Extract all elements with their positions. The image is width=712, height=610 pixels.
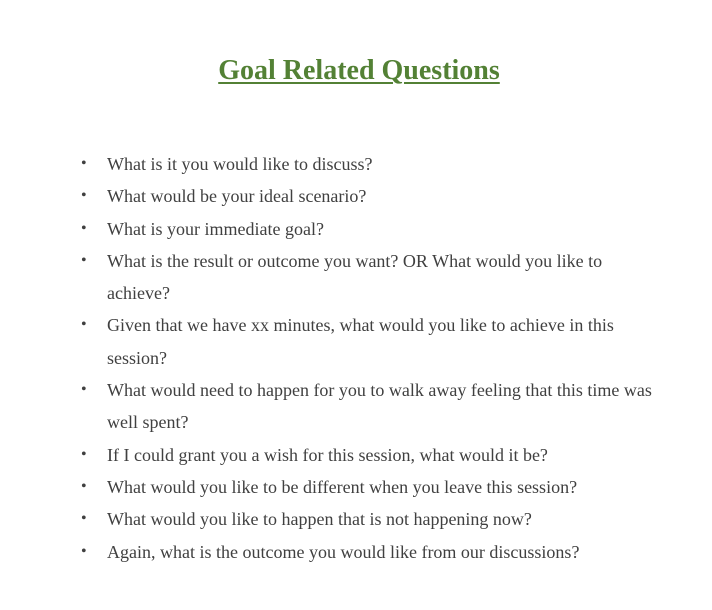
list-item bbox=[0, 245, 712, 310]
question-text: What would need to happen for you to walk away feeling that this time was well spent? bbox=[107, 380, 652, 433]
question-text: What would you like to happen that is not happening now? bbox=[107, 509, 532, 530]
questions-list bbox=[0, 148, 712, 568]
list-item bbox=[0, 309, 712, 374]
bullet-icon: • bbox=[81, 219, 87, 237]
list-item bbox=[0, 148, 712, 180]
page-title: Goal Related Questions bbox=[218, 55, 500, 86]
question-text: Given that we have xx minutes, what would you like to achieve in this session? bbox=[107, 315, 614, 368]
bullet-icon: • bbox=[81, 381, 87, 399]
question-text: What would be your ideal scenario? bbox=[107, 186, 367, 207]
question-text: If I could grant you a wish for this session, what would it be? bbox=[107, 444, 548, 465]
list-item bbox=[0, 180, 712, 212]
list-item bbox=[0, 536, 712, 568]
bullet-icon: • bbox=[81, 187, 87, 205]
bullet-icon: • bbox=[81, 477, 87, 495]
question-text: What is your immediate goal? bbox=[107, 218, 324, 239]
list-item bbox=[0, 503, 712, 535]
list-item bbox=[0, 471, 712, 503]
list-item bbox=[0, 213, 712, 245]
list-item bbox=[0, 439, 712, 471]
question-text: Again, what is the outcome you would like from our discussions? bbox=[107, 541, 580, 562]
question-text: What is the result or outcome you want? OR What would you like to achieve? bbox=[107, 250, 603, 304]
bullet-icon: • bbox=[81, 542, 87, 560]
list-item bbox=[0, 374, 712, 439]
bullet-icon: • bbox=[81, 316, 87, 334]
question-text: What is it you would like to discuss? bbox=[107, 154, 373, 174]
bullet-icon: • bbox=[81, 445, 87, 463]
bullet-icon: • bbox=[81, 251, 87, 269]
question-text: What would you like to be different when you leave this session? bbox=[107, 476, 578, 497]
bullet-icon: • bbox=[81, 510, 87, 528]
bullet-icon: • bbox=[81, 155, 87, 172]
